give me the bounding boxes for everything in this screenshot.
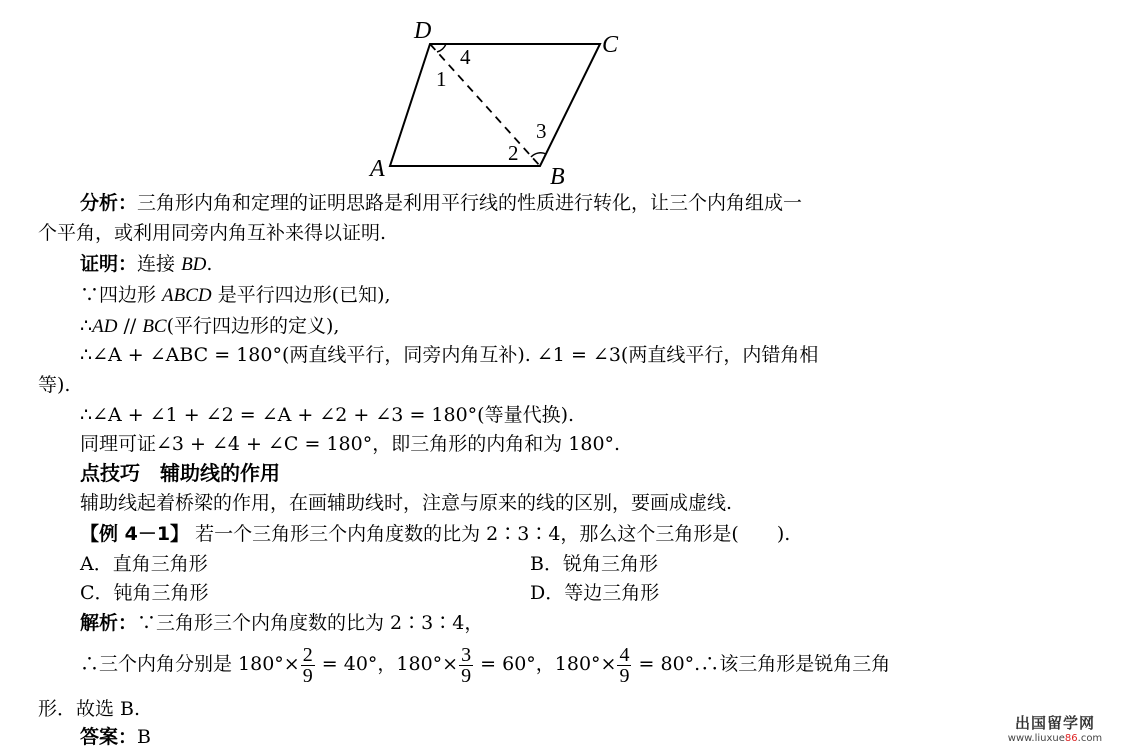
proof-line-3: ∴∠A + ∠ABC = 180°(两直线平行，同旁内角互补). ∠1 = ∠3(两直线平行，内错角相 bbox=[80, 344, 819, 366]
option-d: D．等边三角形 bbox=[530, 582, 660, 604]
solution-line-2 bbox=[80, 641, 890, 687]
proof-line-4: ∴∠A + ∠1 + ∠2 = ∠A + ∠2 + ∠3 = 180°(等量代换). bbox=[80, 404, 575, 426]
analysis-line-1 bbox=[80, 190, 802, 218]
fraction-4-9 bbox=[617, 645, 631, 686]
angle-3-label: 3 bbox=[536, 119, 547, 143]
frac3-numerator: 4 bbox=[619, 643, 630, 666]
frac2-denominator: 9 bbox=[461, 664, 472, 687]
tip-heading: 点技巧 辅助线的作用 bbox=[80, 461, 280, 485]
fraction-3-9 bbox=[459, 645, 473, 686]
options-row-1 bbox=[80, 551, 658, 579]
frac3-denominator: 9 bbox=[619, 664, 630, 687]
frac1-numerator: 2 bbox=[302, 643, 313, 666]
angle-4-label: 4 bbox=[460, 45, 471, 69]
proof-line-1 bbox=[80, 282, 391, 310]
proof-l2-b: AD bbox=[92, 316, 118, 337]
proof-label: 证明： bbox=[80, 253, 138, 275]
proof-l2-e: (平行四边形的定义), bbox=[166, 315, 340, 337]
vertex-a: A bbox=[370, 156, 385, 182]
fraction-2-9 bbox=[301, 645, 315, 686]
options-row-2 bbox=[80, 580, 660, 608]
angle-1-label: 1 bbox=[436, 67, 447, 91]
answer-label: 答案： bbox=[80, 726, 138, 748]
option-a: A．直角三角形 bbox=[80, 553, 208, 575]
proof-line-2 bbox=[80, 313, 339, 341]
parallelogram-outline bbox=[390, 44, 600, 166]
proof-line-0 bbox=[80, 251, 212, 279]
analysis-text-1: 三角形内角和定理的证明思路是利用平行线的性质进行转化，让三个内角组成一 bbox=[137, 192, 803, 214]
angle-2-label: 2 bbox=[508, 141, 519, 165]
tip-text: 辅助线起着桥梁的作用，在画辅助线时，注意与原来的线的区别，要画成虚线. bbox=[80, 492, 733, 514]
frac2-numerator: 3 bbox=[461, 643, 472, 666]
proof-l2-a: ∴ bbox=[80, 315, 93, 337]
tip-title bbox=[80, 460, 280, 488]
vertex-b: B bbox=[550, 164, 565, 190]
solution-label: 解析： bbox=[80, 612, 138, 634]
watermark bbox=[980, 712, 1130, 744]
analysis-line-2: 个平角，或利用同旁内角互补来得以证明. bbox=[38, 222, 387, 244]
watermark-url-b: 86 bbox=[1064, 733, 1078, 744]
proof-l2-c: // bbox=[117, 315, 143, 337]
parallelogram-diagram bbox=[360, 14, 640, 190]
vertex-c: C bbox=[602, 32, 619, 58]
example-tag: 【例 4－1】 bbox=[80, 523, 190, 545]
proof-bd: BD bbox=[181, 254, 207, 275]
proof-line-3-tail: 等). bbox=[38, 374, 71, 396]
solution-l2-a: ∴三个内角分别是 180°× bbox=[80, 653, 300, 675]
proof-l1-a: ∵四边形 bbox=[80, 284, 163, 306]
parallelogram-figure bbox=[360, 14, 640, 190]
proof-l1-c: 是平行四边形(已知), bbox=[211, 284, 391, 306]
watermark-url bbox=[980, 733, 1130, 744]
solution-text-1: ∵三角形三个内角度数的比为 2∶3∶4， bbox=[137, 612, 484, 634]
frac1-denominator: 9 bbox=[302, 664, 313, 687]
proof-connect: 连接 bbox=[137, 253, 182, 275]
angle-arc-d bbox=[437, 44, 446, 52]
option-b: B．锐角三角形 bbox=[530, 553, 658, 575]
proof-l2-d: BC bbox=[142, 316, 167, 337]
solution-line-3: 形．故选 B. bbox=[38, 698, 141, 720]
proof-l1-b: ABCD bbox=[162, 285, 212, 306]
vertex-d: D bbox=[414, 18, 432, 44]
answer-line bbox=[80, 724, 151, 752]
answer-value: B bbox=[137, 726, 151, 748]
watermark-url-c: .com bbox=[1077, 733, 1103, 744]
solution-l2-b: = 40°，180°× bbox=[315, 653, 459, 675]
example-question bbox=[80, 521, 790, 549]
proof-line-5: 同理可证∠3 + ∠4 + ∠C = 180°，即三角形的内角和为 180°. bbox=[80, 433, 621, 455]
option-c: C．钝角三角形 bbox=[80, 582, 209, 604]
watermark-url-a: www.liuxue bbox=[1007, 733, 1065, 744]
watermark-title: 出国留学网 bbox=[1014, 714, 1095, 732]
example-question-text: 若一个三角形三个内角度数的比为 2∶3∶4，那么这个三角形是( ). bbox=[189, 523, 791, 545]
diagonal-bd bbox=[430, 44, 540, 166]
analysis-label: 分析： bbox=[80, 192, 138, 214]
solution-l2-d: = 80°.∴该三角形是锐角三角 bbox=[632, 653, 891, 675]
solution-l2-c: = 60°，180°× bbox=[474, 653, 617, 675]
proof-connect-end: . bbox=[206, 253, 213, 275]
solution-line-1 bbox=[80, 610, 483, 638]
